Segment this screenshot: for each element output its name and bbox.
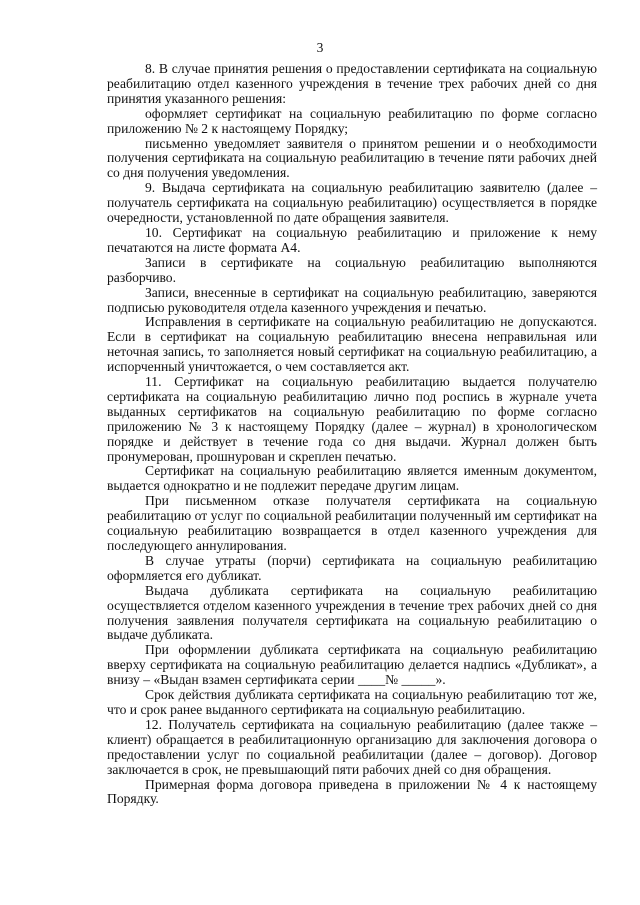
paragraph-8: 8. В случае принятия решения о предоставлении сертификата на социальную реабилитацию отдел казенного учреждения в течение трех рабочих дней со дня принятия указанного решения:	[107, 61, 597, 106]
paragraph-8-item-1: оформляет сертификат на социальную реабилитацию по форме согласно приложению № 2 к настоящему Порядку;	[107, 105, 597, 136]
paragraph-8-item-2: письменно уведомляет заявителя о принятом решении и о необходимости получения сертификата на социальную реабилитацию в течение пяти рабочих дней со дня получения уведомления.	[107, 135, 597, 181]
paragraph-10: 10. Сертификат на социальную реабилитацию и приложение к нему печатаются на листе формата А4.	[107, 224, 597, 255]
paragraph-11-duplicate-validity: Срок действия дубликата сертификата на социальную реабилитацию тот же, что и срок ранее выданного сертификата на социальную реабилитацию.	[107, 687, 597, 717]
document-body	[107, 62, 597, 807]
paragraph-11-duplicate-issue: Выдача дубликата сертификата на социальную реабилитацию осуществляется отделом казенного учреждения в течение трех рабочих дней со дня получения заявления получателя сертификата на социальную реабилитацию о выдаче дубликата.	[107, 582, 597, 643]
paragraph-11-duplicate-marking: При оформлении дубликата сертификата на социальную реабилитацию вверху сертификата на социальную реабилитацию делается надпись «Дубликат», а внизу – «Выдан взамен сертификата серии ____№ _____».	[107, 642, 597, 688]
paragraph-9: 9. Выдача сертификата на социальную реабилитацию заявителю (далее – получатель сертификата на социальную реабилитацию) осуществляется в порядке очередности, установленной по дате обращения заявителя.	[107, 180, 597, 226]
paragraph-11-named-document: Сертификат на социальную реабилитацию является именным документом, выдается однократно и не подлежит передаче другим лицам.	[107, 463, 597, 494]
paragraph-11: 11. Сертификат на социальную реабилитацию выдается получателю сертификата на социальную реабилитацию лично под роспись в журнале учета выданных сертификатов на социальную реабилитацию по форме согласно приложению № 3 к настоящему Порядку (далее – журнал) в хронологическом порядке и действует в течение года со дня выдачи. Журнал должен быть пронумерован, прошнурован и скреплен печатью.	[107, 374, 597, 464]
paragraph-10-corrections: Исправления в сертификате на социальную реабилитацию не допускаются. Если в сертификат на социальную реабилитацию внесена неправильная или неточная запись, то заполняется новый сертификат на социальную реабилитацию, а испорченный уничтожается, о чем составляется акт.	[107, 314, 597, 375]
page-number: 3	[316, 40, 324, 55]
paragraph-10-certification: Записи, внесенные в сертификат на социальную реабилитацию, заверяются подписью руководителя отдела казенного учреждения и печатью.	[107, 284, 597, 315]
paragraph-12: 12. Получатель сертификата на социальную реабилитацию (далее также – клиент) обращается в реабилитационную организацию для заключения договора о предоставлении услуг по социальной реабилитации (далее – договор). Договор заключается в срок, не превышающий пяти рабочих дней со дня обращения.	[107, 716, 597, 777]
paragraph-11-refusal: При письменном отказе получателя сертификата на социальную реабилитацию от услуг по социальной реабилитации полученный им сертификат на социальную реабилитацию возвращается в отдел казенного учреждения для последующего аннулирования.	[107, 493, 597, 553]
paragraph-10-records: Записи в сертификате на социальную реабилитацию выполняются разборчиво.	[107, 254, 597, 285]
paragraph-12-contract-form: Примерная форма договора приведена в приложении № 4 к настоящему Порядку.	[107, 776, 597, 807]
paragraph-11-loss: В случае утраты (порчи) сертификата на социальную реабилитацию оформляется его дубликат.	[107, 552, 597, 583]
